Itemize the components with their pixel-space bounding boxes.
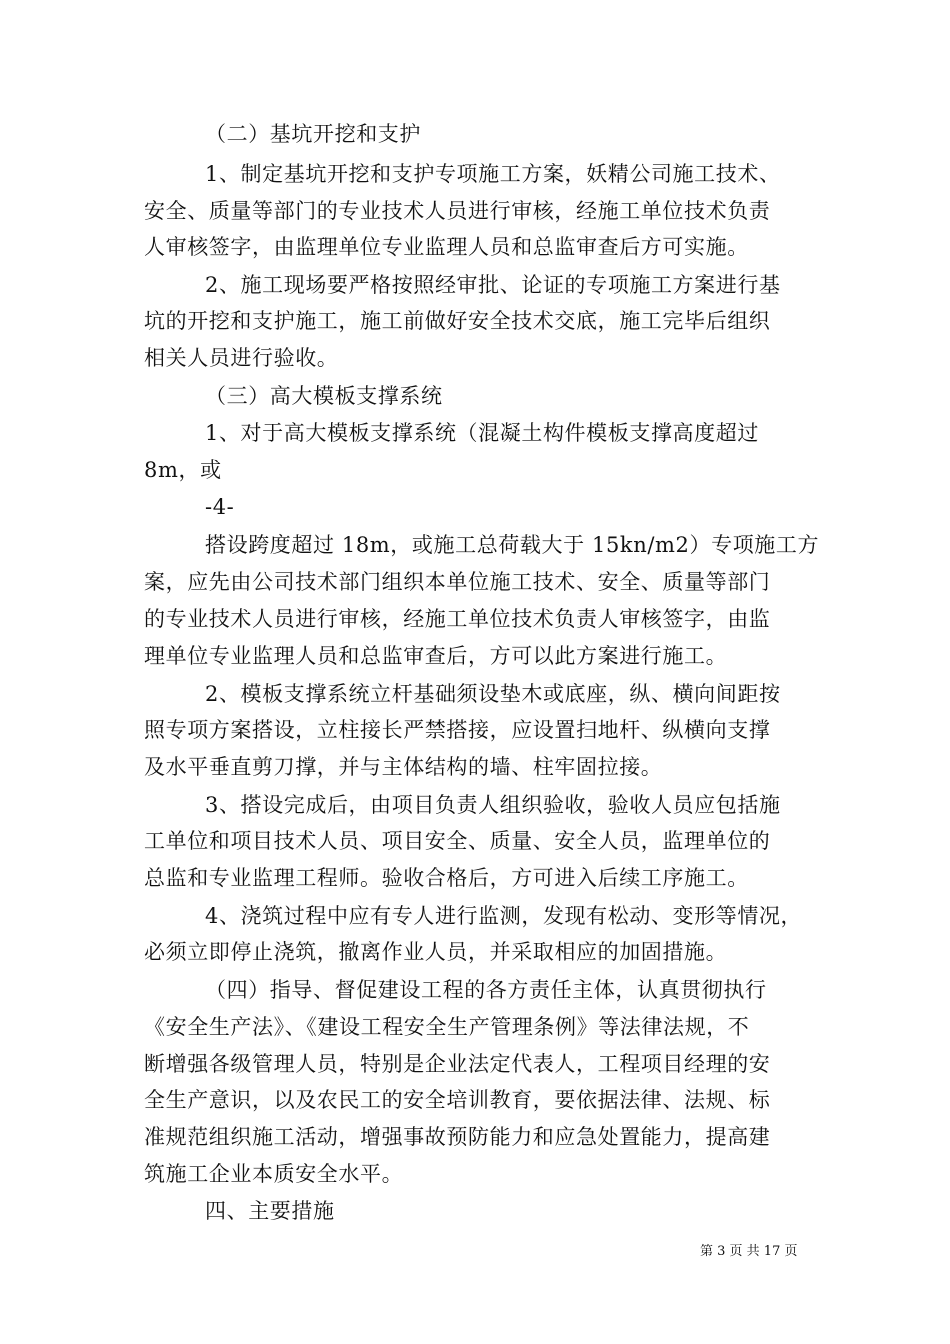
section-heading: （四）指导、督促建设工程的各方责任主体，认真贯彻执行	[205, 978, 767, 1002]
section-heading: （二）基坑开挖和支护	[205, 122, 421, 146]
paragraph-line: 相关人员进行验收。	[144, 346, 339, 370]
paragraph-line: 及水平垂直剪刀撑，并与主体结构的墙、柱牢固拉接。	[144, 755, 663, 779]
paragraph-line: 理单位专业监理人员和总监审查后，方可以此方案进行施工。	[144, 644, 728, 668]
paragraph-line: 3、搭设完成后，由项目负责人组织验收，验收人员应包括施	[205, 793, 781, 817]
paragraph-line: 的专业技术人员进行审核，经施工单位技术负责人审核签字，由监	[144, 607, 771, 631]
paragraph-line: 总监和专业监理工程师。验收合格后，方可进入后续工序施工。	[144, 866, 749, 890]
paragraph-line: 工单位和项目技术人员、项目安全、质量、安全人员，监理单位的	[144, 829, 771, 853]
paragraph-line: 4、浇筑过程中应有专人进行监测，发现有松动、变形等情况，	[205, 904, 803, 928]
paragraph-line: 1、制定基坑开挖和支护专项施工方案，妖精公司施工技术、	[205, 162, 781, 186]
paragraph-line: 断增强各级管理人员，特别是企业法定代表人，工程项目经理的安	[144, 1052, 771, 1076]
paragraph-line: 搭设跨度超过 18m，或施工总荷载大于 15kn/m2）专项施工方	[205, 533, 820, 557]
inline-page-marker: -4-	[205, 495, 235, 519]
paragraph-line: 人审核签字，由监理单位专业监理人员和总监审查后方可实施。	[144, 235, 749, 259]
page-number-footer: 第 3 页 共 17 页	[700, 1244, 798, 1259]
paragraph-line: 筑施工企业本质安全水平。	[144, 1162, 404, 1186]
section-heading: （三）高大模板支撑系统	[205, 384, 443, 408]
paragraph-line: 《安全生产法》、《建设工程安全生产管理条例》等法律法规，不	[144, 1015, 750, 1039]
paragraph-line: 坑的开挖和支护施工，施工前做好安全技术交底，施工完毕后组织	[144, 309, 771, 333]
paragraph-line: 全生产意识，以及农民工的安全培训教育，要依据法律、法规、标	[144, 1088, 771, 1112]
paragraph-line: 2、模板支撑系统立杆基础须设垫木或底座，纵、横向间距按	[205, 682, 781, 706]
paragraph-line: 2、施工现场要严格按照经审批、论证的专项施工方案进行基	[205, 273, 781, 297]
paragraph-line: 案，应先由公司技术部门组织本单位施工技术、安全、质量等部门	[144, 570, 771, 594]
paragraph-line: 1、对于高大模板支撑系统（混凝土构件模板支撑高度超过	[205, 421, 759, 445]
section-heading: 四、主要措施	[205, 1199, 335, 1223]
paragraph-line: 准规范组织施工活动，增强事故预防能力和应急处置能力，提高建	[144, 1125, 771, 1149]
paragraph-line: 安全、质量等部门的专业技术人员进行审核，经施工单位技术负责	[144, 199, 771, 223]
paragraph-line: 照专项方案搭设，立柱接长严禁搭接，应设置扫地杆、纵横向支撑	[144, 718, 771, 742]
paragraph-line: 8m，或	[144, 458, 222, 482]
paragraph-line: 必须立即停止浇筑，撤离作业人员，并采取相应的加固措施。	[144, 940, 728, 964]
